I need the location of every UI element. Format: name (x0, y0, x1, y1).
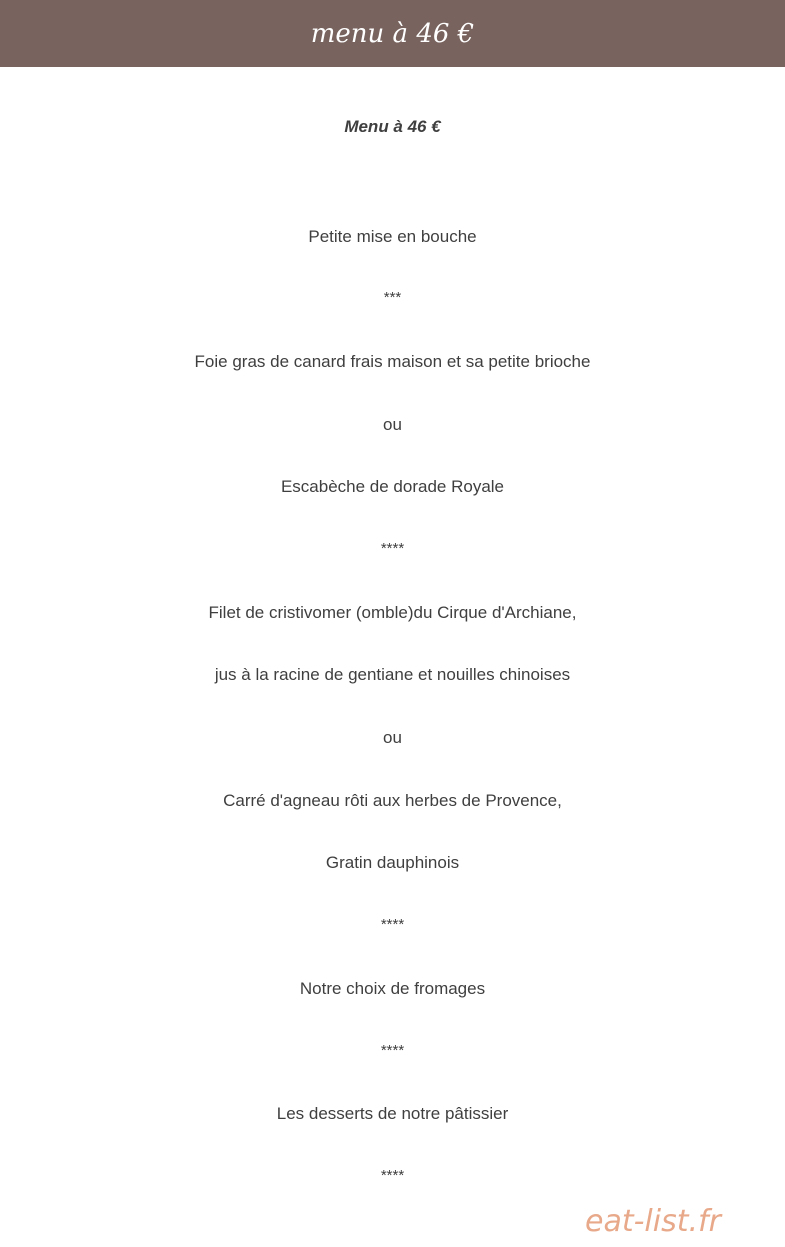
menu-separator: **** (380, 1167, 405, 1184)
menu-subtitle: Menu à 46 € (344, 117, 441, 136)
menu-line-starter-1: Foie gras de canard frais maison et sa petite brioche (194, 352, 591, 371)
menu-line-dessert: Les desserts de notre pâtissier (276, 1104, 509, 1123)
menu-separator: **** (380, 540, 405, 557)
menu-line-or: ou (383, 415, 402, 434)
menu-separator: **** (380, 916, 405, 933)
menu-line-main-1a: Filet de cristivomer (omble)du Cirque d'Archiane, (208, 603, 577, 622)
menu-header-title: menu à 46 € (310, 18, 475, 49)
menu-line-or: ou (383, 728, 402, 747)
menu-line-main-2b: Gratin dauphinois (325, 853, 460, 872)
menu-separator: **** (380, 1042, 405, 1059)
menu-line-starter-2: Escabèche de dorade Royale (280, 477, 505, 496)
menu-line-amuse-bouche: Petite mise en bouche (308, 227, 477, 246)
menu-line-cheese: Notre choix de fromages (299, 979, 486, 998)
menu-line-main-1b: jus à la racine de gentiane et nouilles chinoises (214, 665, 571, 684)
watermark-logo: eat-list.fr (585, 1204, 721, 1239)
menu-separator: *** (383, 289, 402, 306)
menu-line-main-2a: Carré d'agneau rôti aux herbes de Provence, (223, 791, 562, 810)
